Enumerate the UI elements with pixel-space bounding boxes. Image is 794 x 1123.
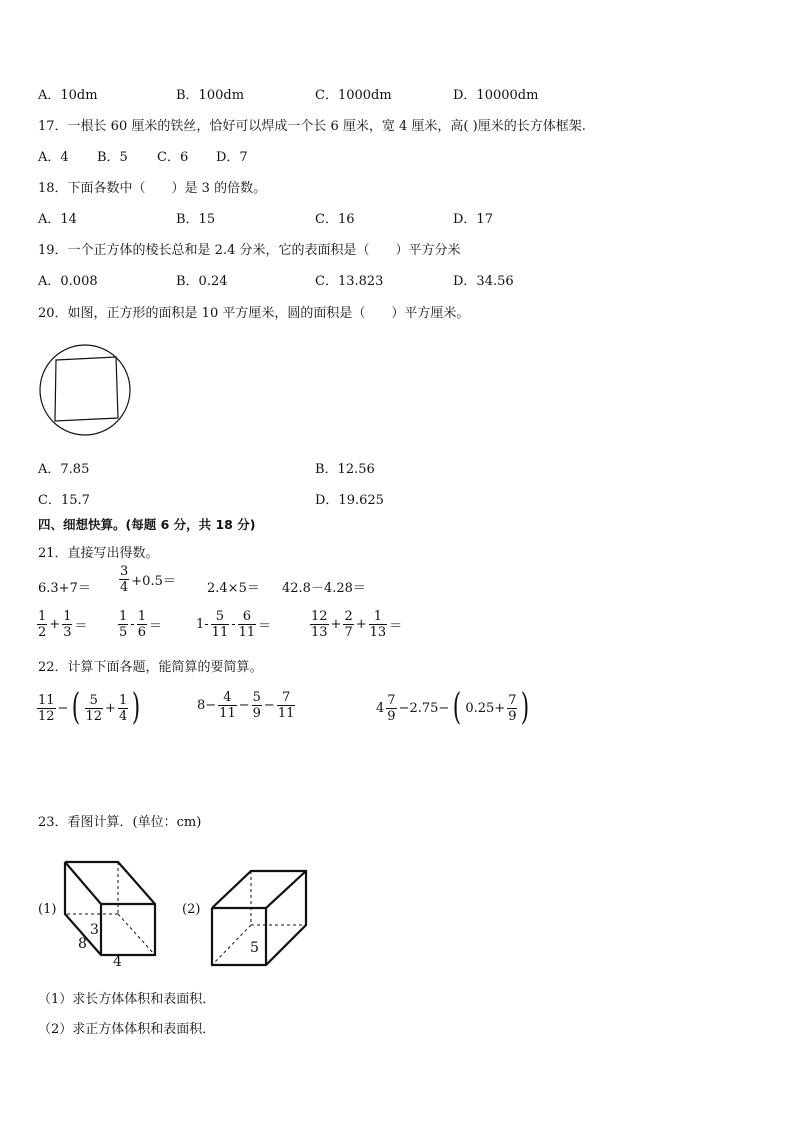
q16-option-a: A．10dm xyxy=(38,88,98,103)
q21-expr-7: 1- $\frac{5}{11}$ - $\frac{6}{11}$ ＝ xyxy=(196,609,272,640)
q19-option-a: A．0.008 xyxy=(38,274,98,289)
cube-figure xyxy=(206,865,312,969)
q20-option-b: B．12.56 xyxy=(315,462,375,477)
q17-option-a: A．4 xyxy=(38,150,69,165)
section-title: 四、细想快算。(每题 6 分，共 18 分) xyxy=(38,517,256,532)
q22-expr-2: 8− $\frac{4}{11}$ − $\frac{5}{9}$ − $\frac{7}{11}$ xyxy=(197,690,295,721)
q22-expr-1: $\frac{11}{12}$ − ( $\frac{5}{12}$ + $\frac{1}{4}$ ) xyxy=(38,687,141,728)
fraction: $\frac{3}{4}$ xyxy=(120,564,129,595)
q22-question: 22．计算下面各题，能简算的要简算。 xyxy=(38,660,263,675)
q19-question: 19．一个正方体的棱长总和是 2.4 分米，它的表面积是（ ）平方分米 xyxy=(38,243,461,258)
q21-expr-8: $\frac{12}{13}$ + $\frac{2}{7}$ + $\frac{1}{13}$ ＝ xyxy=(311,609,403,640)
q22-expr-3: 4 $\frac{7}{9}$ −2.75− ( 0.25+ $\frac{7}{9}$ ) xyxy=(376,687,530,728)
q21-expr-3: 2.4×5＝ xyxy=(207,581,260,596)
q16-option-b: B．100dm xyxy=(176,88,245,103)
q18-option-b: B．15 xyxy=(176,212,216,227)
dim-width-label: 4 xyxy=(113,954,122,968)
figure-1-label: (1) xyxy=(38,902,57,917)
q17-option-b: B．5 xyxy=(97,150,128,165)
dim-edge-label: 5 xyxy=(250,940,259,956)
q21-expr-5: $\frac{1}{2}$ + $\frac{1}{3}$ ＝ xyxy=(38,609,88,640)
q17-option-d: D．7 xyxy=(216,150,248,165)
q18-option-a: A．14 xyxy=(38,212,77,227)
q20-option-c: C．15.7 xyxy=(38,493,90,508)
q21-expr-4: 42.8－4.28＝ xyxy=(282,581,366,596)
q16-option-c: C．1000dm xyxy=(315,88,392,103)
q19-option-c: C．13.823 xyxy=(315,274,384,289)
q21-expr-1: 6.3+7＝ xyxy=(38,581,91,596)
cuboid-figure xyxy=(58,856,162,968)
q21-question: 21．直接写出得数。 xyxy=(38,546,159,561)
q19-option-b: B．0.24 xyxy=(176,274,228,289)
q23-sub-1: （1）求长方体体积和表面积． xyxy=(38,992,216,1007)
dim-height-label: 3 xyxy=(90,922,99,938)
q20-question: 20．如图，正方形的面积是 10 平方厘米，圆的面积是（ ）平方厘米。 xyxy=(38,306,470,321)
circle-square-figure xyxy=(38,343,134,439)
q23-sub-2: （2）求正方体体积和表面积． xyxy=(38,1022,216,1037)
q21-expr-6: $\frac{1}{5}$ - $\frac{1}{6}$ ＝ xyxy=(119,609,162,640)
q18-option-c: C．16 xyxy=(315,212,355,227)
square-shape xyxy=(55,357,118,421)
q21-expr-2: $\frac{3}{4}$ +0.5＝ xyxy=(120,564,176,595)
q20-option-d: D．19.625 xyxy=(315,493,384,508)
q17-option-c: C．6 xyxy=(157,150,189,165)
q16-option-d: D．10000dm xyxy=(453,88,539,103)
q18-option-d: D．17 xyxy=(453,212,493,227)
q20-option-a: A．7.85 xyxy=(38,462,90,477)
q23-question: 23．看图计算．(单位：cm) xyxy=(38,815,202,830)
q18-question: 18．下面各数中（ ）是 3 的倍数。 xyxy=(38,181,267,196)
figure-2-label: (2) xyxy=(182,902,201,917)
dim-length-label: 8 xyxy=(78,936,87,952)
q17-question: 17．一根长 60 厘米的铁丝，恰好可以焊成一个长 6 厘米，宽 4 厘米，高( )厘米的长方体框架. xyxy=(38,119,586,134)
q19-option-d: D．34.56 xyxy=(453,274,514,289)
